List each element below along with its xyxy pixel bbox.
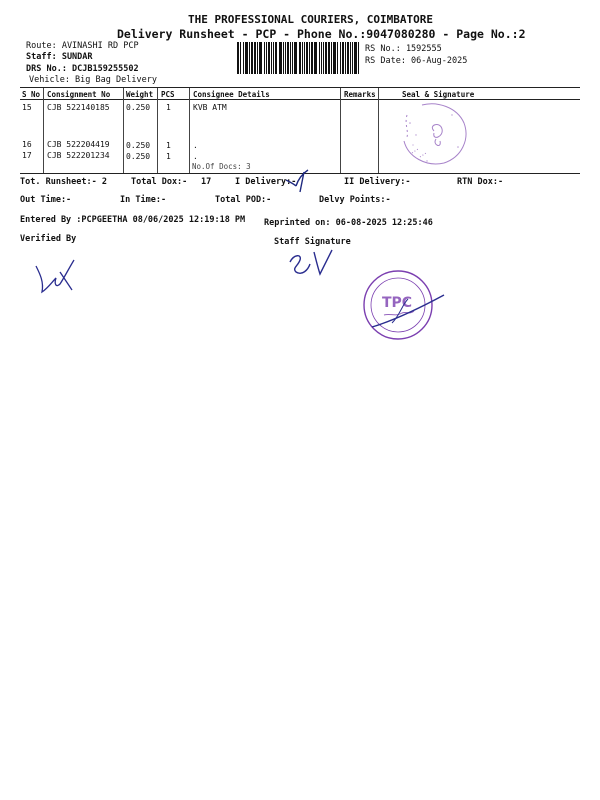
rs-number: RS No.: 1592555 — [365, 44, 442, 54]
th-weight: Weight — [126, 90, 154, 99]
row-weight: 0.250 — [126, 103, 151, 112]
row-consignee: . — [193, 152, 198, 161]
row-sno: 17 — [22, 151, 32, 160]
table-top-border — [20, 87, 580, 88]
tpc-round-stamp-icon — [352, 265, 462, 345]
row-consignment: CJB 522201234 — [47, 151, 110, 160]
th-seal-signature: Seal & Signature — [402, 90, 475, 99]
col-divider — [123, 88, 124, 173]
row-pcs: 1 — [166, 141, 171, 150]
ii-delivery: II Delivery:- — [344, 177, 411, 187]
entered-by: Entered By :PCPGEETHA 08/06/2025 12:19:18 PM — [20, 215, 246, 225]
th-remarks: Remarks — [344, 90, 376, 99]
no-of-docs: No.Of Docs: 3 — [192, 162, 251, 171]
total-dox-label: Total Dox:- — [131, 177, 188, 187]
staff-signature-label: Staff Signature — [274, 237, 351, 247]
row-weight: 0.250 — [126, 152, 151, 161]
out-time: Out Time:- — [20, 195, 72, 205]
row-weight: 0.250 — [126, 141, 151, 150]
row-sno: 16 — [22, 140, 32, 149]
runsheet-subtitle: Delivery Runsheet - PCP - Phone No.:9047080280 - Page No.:2 — [117, 27, 526, 41]
svg-text:TPC: TPC — [382, 295, 413, 311]
i-delivery: I Delivery:- — [235, 177, 297, 187]
th-sno: S No — [22, 90, 41, 99]
rtn-dox: RTN Dox:- — [457, 177, 504, 187]
vehicle-label: Vehicle: Big Bag Delivery — [29, 75, 157, 85]
th-consignee: Consignee Details — [193, 90, 270, 99]
col-divider — [378, 88, 379, 173]
col-divider — [43, 88, 44, 173]
reprinted-on: Reprinted on: 06-08-2025 12:25:46 — [264, 218, 433, 228]
handwritten-mark-icon — [282, 168, 312, 194]
table-header-divider — [20, 99, 580, 100]
delvy-points: Delvy Points:- — [319, 195, 391, 205]
col-divider — [189, 88, 190, 173]
seal-stamp-icon — [382, 95, 482, 175]
row-consignment: CJB 522140185 — [47, 103, 110, 112]
staff-signature-icon — [286, 246, 336, 278]
row-consignee: KVB ATM — [193, 103, 227, 112]
total-pod: Total POD:- — [215, 195, 272, 205]
row-consignment: CJB 522204419 — [47, 140, 110, 149]
col-divider — [340, 88, 341, 173]
tot-runsheet: Tot. Runsheet:- 2 — [20, 177, 107, 187]
row-sno: 15 — [22, 103, 32, 112]
th-consignment: Consignment No — [47, 90, 111, 99]
col-divider — [157, 88, 158, 173]
row-pcs: 1 — [166, 152, 171, 161]
in-time: In Time:- — [120, 195, 167, 205]
rs-date: RS Date: 06-Aug-2025 — [365, 56, 468, 66]
row-consignee: . — [193, 141, 198, 150]
company-title: THE PROFESSIONAL COURIERS, COIMBATORE — [188, 13, 434, 26]
verified-by-label: Verified By — [20, 234, 77, 244]
staff-label: Staff: SUNDAR — [26, 52, 93, 62]
total-dox-value: 17 — [201, 177, 212, 187]
th-pcs: PCS — [161, 90, 175, 99]
route-label: Route: AVINASHI RD PCP — [26, 41, 139, 51]
row-pcs: 1 — [166, 103, 171, 112]
verified-signature-icon — [30, 252, 80, 302]
drs-number: DRS No.: DCJB159255502 — [26, 64, 139, 74]
barcode-image — [237, 42, 361, 74]
